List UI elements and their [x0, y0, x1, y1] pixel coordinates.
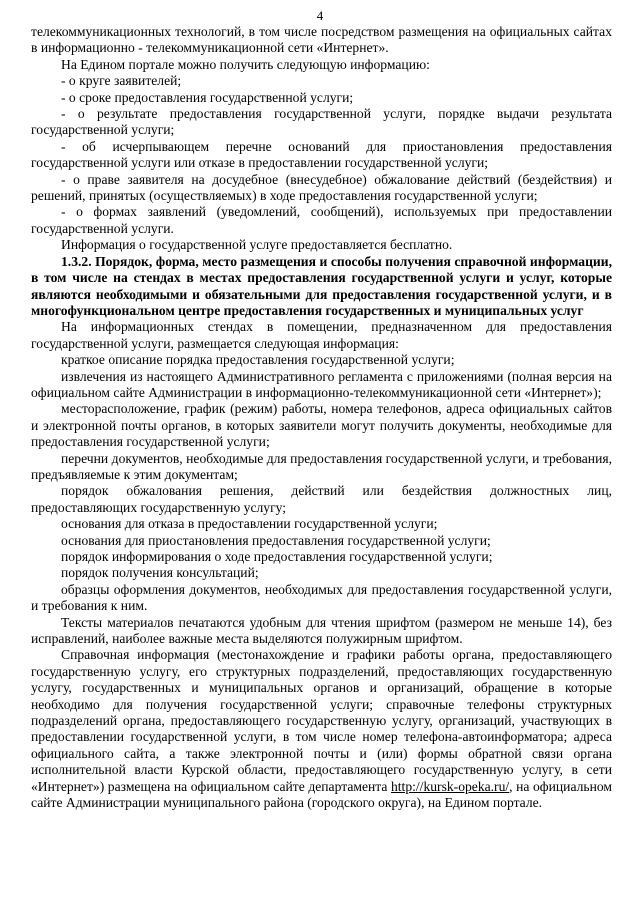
section-heading: 1.3.2. Порядок, форма, место размещения и способы получения справочной информации, в том числе на стендах в местах предоставления государственной услуги и услуг, которые являются необходимыми и обязательными для предоставления государственной услуги, и в многофункциональном центре предоставления государственных и муниципальных услуг [31, 253, 612, 318]
document-body [31, 24, 612, 812]
paragraph: На Едином портале можно получить следующую информацию: [61, 56, 430, 72]
list-item: основания для приостановления предоставления государственной услуги; [61, 532, 491, 548]
list-item: месторасположение, график (режим) работы, номера телефонов, адреса официальных сайтов и электронной почты органов, в которых заявители могут получить документы, необходимые для предоставления государственной услуги; [31, 401, 612, 450]
paragraph-text: , на официальном сайте Администрации муниципального района (городского округа), на Едином портале. [31, 778, 612, 811]
paragraph: На информационных стендах в помещении, предназначенном для предоставления государственной услуги, размещается следующая информация: [31, 319, 612, 351]
list-item: - о результате предоставления государственной услуги, порядке выдачи результата государственной услуги; [31, 106, 612, 138]
list-item: - о праве заявителя на досудебное (внесудебное) обжалование действий (бездействия) и решений, принятых (осуществляемых) в ходе предоставления государственной услуги; [31, 171, 612, 204]
department-website-link[interactable]: http://kursk-opeka.ru/ [390, 778, 510, 794]
paragraph: телекоммуникационных технологий, в том числе посредством размещения на официальных сайтах в информационно - телекоммуникационной сети «Интернет». [31, 24, 612, 56]
list-item: порядок обжалования решения, действий или бездействия должностных лиц, предоставляющих государственную услугу; [31, 483, 612, 515]
list-item: - о круге заявителей; [61, 73, 182, 89]
list-item: порядок получения консультаций; [61, 565, 259, 581]
list-item: краткое описание порядка предоставления государственной услуги; [61, 352, 455, 368]
list-item: перечни документов, необходимые для предоставления государственной услуги, и требования, предъявляемые к этим документам; [31, 450, 612, 482]
page-number: 4 [316, 8, 324, 23]
list-item: основания для отказа в предоставлении государственной услуги; [61, 516, 438, 532]
list-item: - о формах заявлений (уведомлений, сообщений), используемых при предоставлении государственной услуги. [31, 204, 612, 236]
paragraph [31, 647, 612, 811]
list-item: - об исчерпывающем перечне оснований для приостановления предоставления государственной услуги или отказе в предоставлении государственной услуги; [31, 138, 612, 171]
paragraph: Информация о государственной услуге предоставляется бесплатно. [61, 237, 453, 253]
paragraph-text: Справочная информация (местонахождение и графики работы органа, предоставляющего государственную услугу, его структурных подразделений, предоставляющих государственную услугу, государственных и муниципальных органов и организаций, обращение в которые необходимо для получения государственной услуги; справочные телефоны структурных подразделений органа, предоставляющего государственную услугу, организаций, участвующих в предоставлении государственной услуги, в том числе номер телефона-автоинформатора; адреса официального сайта, а также электронной почты и (или) формы обратной связи органа исполнительной власти Курской области, предоставляющего государственную услугу, в сети «Интернет») размещена на официальном сайте департамента [31, 647, 612, 794]
paragraph: Тексты материалов печатаются удобным для чтения шрифтом (размером не меньше 14), без исправлений, наиболее важные места выделяются полужирным шрифтом. [31, 614, 612, 647]
list-item: - о сроке предоставления государственной услуги; [61, 89, 354, 105]
list-item: образцы оформления документов, необходимых для предоставления государственной услуги, и требования к ним. [31, 581, 612, 614]
list-item: порядок информирования о ходе предоставления государственной услуги; [61, 549, 493, 564]
list-item: извлечения из настоящего Административного регламента с приложениями (полная версия на официальном сайте Администрации в информационно-телекоммуникационной сети «Интернет»); [31, 368, 612, 400]
